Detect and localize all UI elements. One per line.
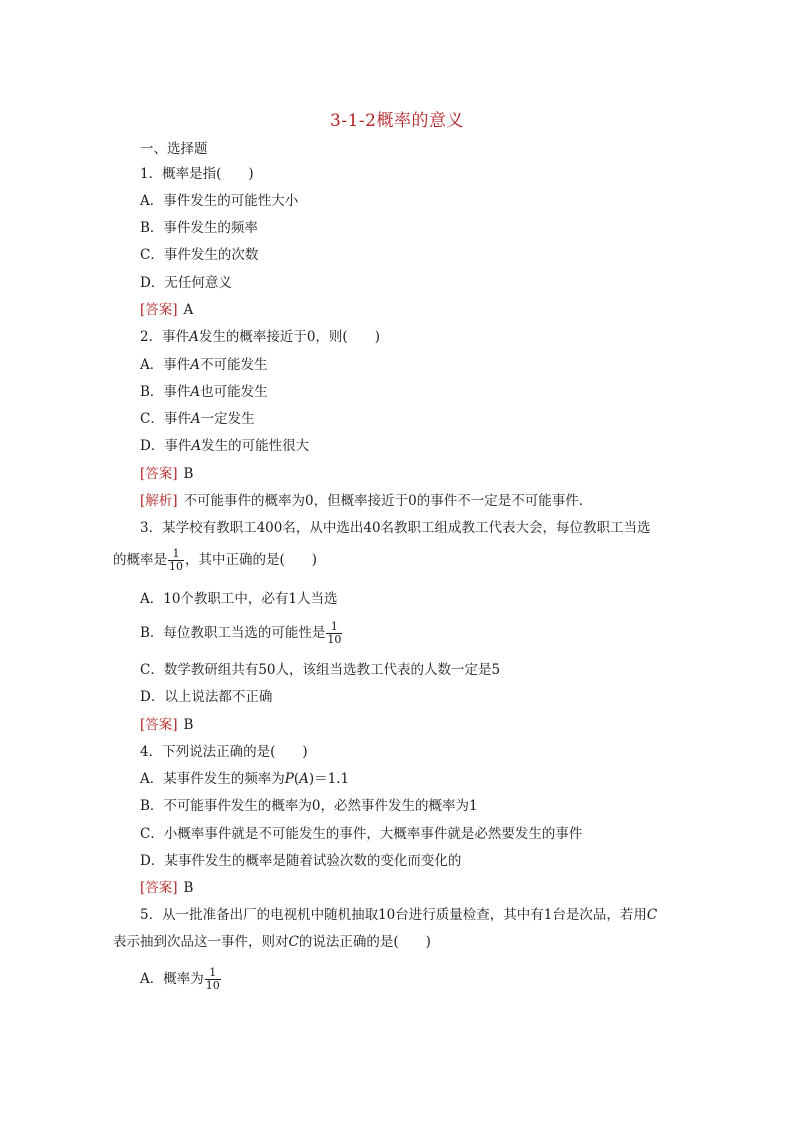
q5-option-a (140, 967, 222, 992)
q4-stem: 4．下列说法正确的是( ) (140, 744, 308, 760)
q3-option-a: A．10个教职工中，必有1人当选 (140, 591, 338, 607)
q5-a-pre: A．概率为 (140, 971, 204, 987)
q2-option-c (140, 409, 255, 429)
q1-option-a: A．事件发生的可能性大小 (140, 193, 299, 209)
q2-d-post: 发生的可能性很大 (201, 438, 310, 454)
q5-stem2-var: C (288, 934, 299, 950)
q3-option-c: C．数学教研组共有50人，该组当选教工代表的人数一定是5 (140, 662, 501, 678)
q4-option-c: C．小概率事件就是不可能发生的事件，大概率事件就是必然要发生的事件 (140, 826, 583, 842)
q4-a-math-open: ( (293, 771, 300, 787)
q5-stem2-post: 的说法正确的是( ) (298, 934, 431, 950)
fraction (205, 967, 221, 992)
q3-stem-line1: 3．某学校有教职工400名，从中选出40名教职工组成教工代表大会，每位教职工当选 (140, 520, 651, 536)
fraction-denominator: 10 (205, 979, 220, 992)
analysis-text: 不可能事件的概率为0，但概率接近于0的事件不一定是不可能事件． (183, 493, 593, 509)
q5-stem1-pre: 5．从一批准备出厂的电视机中随机抽取10台进行质量检查，其中有1台是次品，若用 (140, 907, 647, 923)
q4-answer (140, 878, 193, 898)
fraction-denominator: 10 (169, 560, 183, 573)
q5-stem1-var: C (646, 907, 658, 923)
q2-analysis (140, 491, 592, 511)
q1-option-c: C．事件发生的次数 (140, 247, 259, 263)
q5-stem-line1 (140, 905, 657, 925)
fraction-numerator: 1 (326, 621, 342, 634)
q5-stem2-pre: 表示抽到次品这一事件，则对 (113, 934, 289, 950)
q3-stem2-pre: 的概率是 (113, 552, 167, 568)
q4-a-math-p: P (284, 771, 294, 787)
page-title: 3-1-2概率的意义 (330, 111, 464, 131)
q2-c-pre: C．事件 (140, 411, 191, 427)
q3-answer (140, 715, 193, 735)
answer-value: A (183, 302, 194, 318)
answer-tag: [答案] (140, 717, 178, 733)
q1-option-d: D．无任何意义 (140, 275, 232, 291)
q2-b-post: 也可能发生 (200, 384, 268, 400)
q2-c-post: 一定发生 (200, 411, 255, 427)
q2-stem (140, 327, 380, 347)
q3-b-pre: B．每位教职工当选的可能性是 (140, 625, 326, 641)
q4-option-b: B．不可能事件发生的概率为0，必然事件发生的概率为1 (140, 798, 478, 814)
q3-option-b (140, 621, 343, 646)
answer-tag: [答案] (140, 302, 178, 318)
q3-stem-line2 (113, 548, 317, 573)
q2-answer (140, 464, 193, 484)
q4-a-math-var: A (299, 771, 309, 787)
answer-tag: [答案] (140, 466, 178, 482)
q2-option-a (140, 355, 268, 375)
q4-option-d: D．某事件发生的概率是随着试验次数的变化而变化的 (140, 853, 462, 869)
fraction (168, 548, 184, 573)
q2-a-var: A (190, 357, 200, 373)
q1-answer (140, 300, 193, 320)
fraction-denominator: 10 (327, 633, 342, 646)
answer-value: B (183, 717, 194, 733)
fraction (326, 621, 342, 646)
q2-d-pre: D．事件 (140, 438, 192, 454)
q2-stem-var: A (189, 329, 199, 345)
analysis-tag: [解析] (140, 493, 178, 509)
q3-stem2-post: ，其中正确的是( ) (185, 552, 318, 568)
fraction-numerator: 1 (168, 548, 184, 561)
q4-a-pre: A．某事件发生的频率为 (140, 771, 285, 787)
q2-a-pre: A．事件 (140, 357, 191, 373)
section-heading: 一、选择题 (140, 141, 208, 157)
q2-a-post: 不可能发生 (200, 357, 268, 373)
q2-stem-pre: 2．事件 (140, 329, 190, 345)
q2-b-var: A (190, 384, 201, 400)
answer-value: B (183, 880, 194, 896)
q4-option-a (140, 769, 349, 789)
q5-stem-line2 (113, 932, 431, 952)
q2-c-var: A (190, 411, 201, 427)
q2-stem-post: 发生的概率接近于0，则( ) (198, 329, 380, 345)
q1-stem: 1．概率是指( ) (140, 166, 254, 182)
q2-d-var: A (191, 438, 202, 454)
q2-option-b (140, 382, 268, 402)
q2-option-d (140, 436, 309, 456)
q2-b-pre: B．事件 (140, 384, 191, 400)
answer-tag: [答案] (140, 880, 178, 896)
answer-value: B (183, 466, 194, 482)
q4-a-math-post: )＝1.1 (308, 771, 350, 787)
q1-option-b: B．事件发生的频率 (140, 220, 258, 236)
fraction-numerator: 1 (205, 967, 221, 980)
q3-option-d: D．以上说法都不正确 (140, 689, 273, 705)
